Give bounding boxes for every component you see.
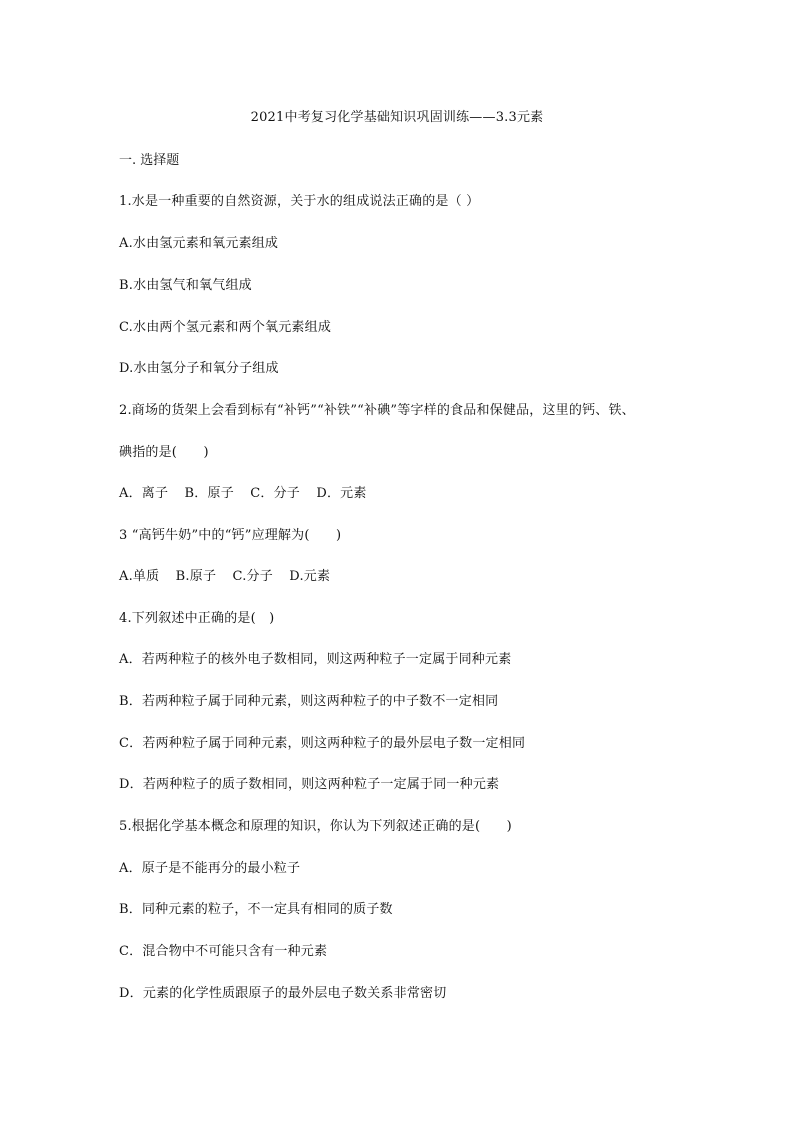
question-2-option-b: B．原子 bbox=[184, 486, 234, 501]
question-3-options bbox=[119, 567, 689, 587]
question-2-option-a: A．离子 bbox=[119, 486, 169, 501]
question-2-option-d: D．元素 bbox=[316, 486, 367, 501]
question-2-stem-line-2: 碘指的是( ) bbox=[119, 445, 209, 460]
question-3-option-d: D.元素 bbox=[289, 569, 331, 584]
section-heading: 一. 选择题 bbox=[119, 153, 180, 168]
question-5-stem: 5.根据化学基本概念和原理的知识，你认为下列叙述正确的是( ) bbox=[119, 819, 512, 834]
question-3-option-c: C.分子 bbox=[232, 569, 273, 584]
question-4-stem: 4.下列叙述中正确的是( ) bbox=[119, 611, 275, 626]
question-4-option-a: A．若两种粒子的核外电子数相同，则这两种粒子一定属于同种元素 bbox=[119, 652, 512, 667]
question-3-option-a: A.单质 bbox=[119, 569, 160, 584]
question-4-option-b: B．若两种粒子属于同种元素，则这两种粒子的中子数不一定相同 bbox=[119, 694, 499, 709]
question-3-option-b: B.原子 bbox=[175, 569, 217, 584]
question-1-option-d: D.水由氢分子和氧分子组成 bbox=[119, 361, 279, 376]
question-5-option-b: B．同种元素的粒子，不一定具有相同的质子数 bbox=[119, 902, 393, 917]
document-title: 2021中考复习化学基础知识巩固训练——3.3元素 bbox=[250, 110, 544, 125]
question-1-stem: 1.水是一种重要的自然资源，关于水的组成说法正确的是（ ） bbox=[119, 194, 480, 209]
question-5-option-d: D．元素的化学性质跟原子的最外层电子数关系非常密切 bbox=[119, 986, 447, 1001]
question-1-option-b: B.水由氢气和氧气组成 bbox=[119, 278, 252, 293]
question-1-option-c: C.水由两个氢元素和两个氧元素组成 bbox=[119, 320, 332, 335]
question-4-option-c: C．若两种粒子属于同种元素，则这两种粒子的最外层电子数一定相同 bbox=[119, 736, 526, 751]
question-4-option-d: D．若两种粒子的质子数相同，则这两种粒子一定属于同一种元素 bbox=[119, 777, 500, 792]
question-2-option-c: C．分子 bbox=[250, 486, 300, 501]
question-5-option-c: C．混合物中不可能只含有一种元素 bbox=[119, 944, 328, 959]
question-2-options bbox=[119, 484, 689, 504]
question-3-stem: 3 “高钙牛奶”中的“钙”应理解为( ) bbox=[119, 528, 342, 543]
question-1-option-a: A.水由氢元素和氧元素组成 bbox=[119, 236, 279, 251]
question-2-stem-line-1: 2.商场的货架上会看到标有“补钙”“补铁”“补碘”等字样的食品和保健品，这里的钙、铁、 bbox=[119, 403, 635, 418]
question-5-option-a: A．原子是不能再分的最小粒子 bbox=[119, 861, 301, 876]
